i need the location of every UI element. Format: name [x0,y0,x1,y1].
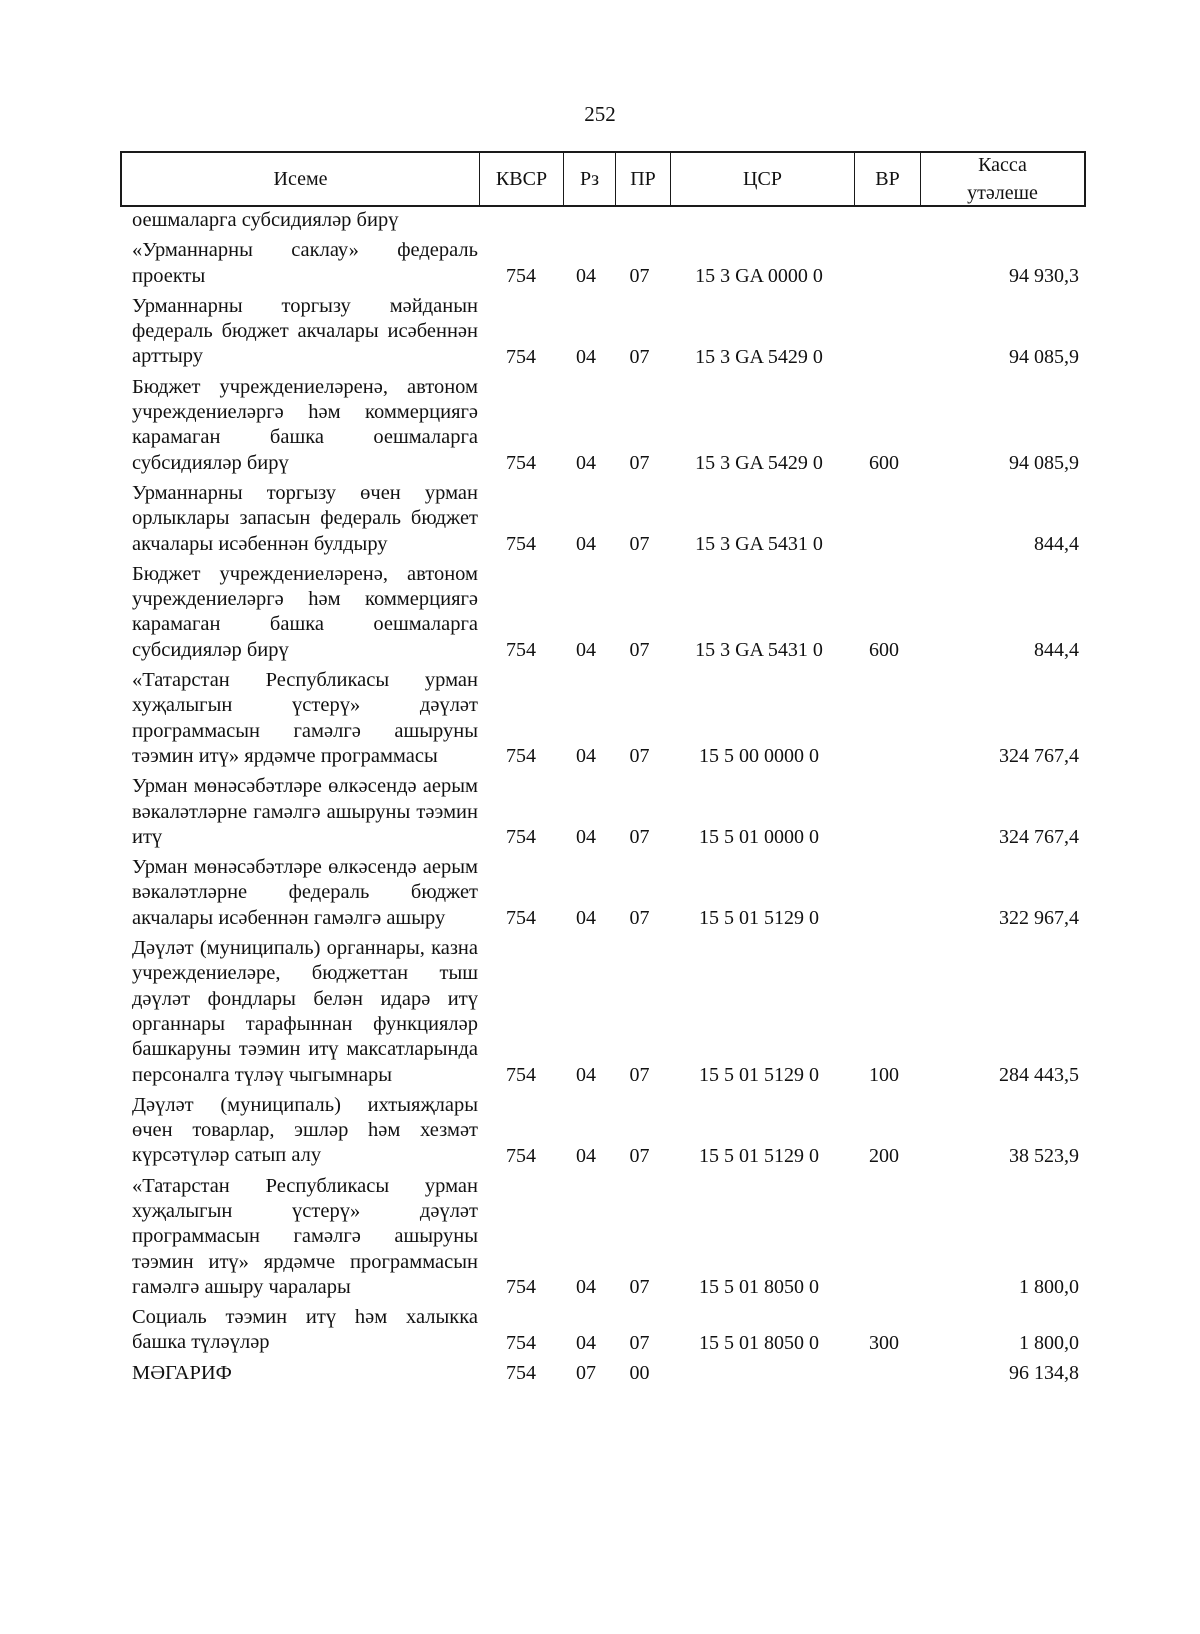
row-pr: 07 [629,264,650,287]
row-name: Дәүләт (муниципаль) органнары, казна учреждениеләре, бюджеттан тыш дәүләт фондлары белән идарә итү органнары тарафыннан функцияләр башкаруны тәэмин итү максатларында персоналга түләү чыгымнары [132,937,478,1086]
row-rz: 04 [576,264,596,287]
row-rz: 04 [576,1276,596,1299]
row-kvsr: 754 [506,264,536,287]
row-vr [851,931,917,935]
row-rz: 07 [576,1362,596,1385]
row-vr [851,233,917,237]
row-vr [851,557,917,561]
row-kvsr: 754 [506,745,536,768]
column-header-csr: ЦСР [671,153,855,205]
row-name: Урман мөнәсәбәтләре өлкәсендә аерым вәкаләтләрне федераль бюджет акчалары исәбеннән гамәлгә ашыру [132,856,478,929]
row-rz: 04 [576,1331,596,1354]
row-name: оешмаларга субсидияләр бирү [132,209,399,231]
table-row [0,667,1200,773]
row-name: Бюджет учреждениеләренә, автоном учреждениеләргә һәм коммерциягә карамаган башка оешмаларга субсидияләр бирү [132,562,478,661]
row-vr [851,1386,917,1390]
row-sum: 284 443,5 [999,1063,1079,1086]
row-kvsr: 754 [506,907,536,930]
row-csr: 15 3 GA 5431 0 [695,639,823,662]
row-vr: 300 [869,1331,899,1354]
row-csr: 15 3 GA 5431 0 [695,532,823,555]
row-rz: 04 [576,1063,596,1086]
row-csr: 15 5 01 8050 0 [699,1331,819,1354]
row-kvsr: 754 [506,1331,536,1354]
row-csr: 15 5 01 5129 0 [699,1144,819,1167]
row-sum: 324 767,4 [999,745,1079,768]
row-rz: 04 [576,907,596,930]
row-csr [667,1386,851,1390]
row-csr: 15 3 GA 0000 0 [695,264,823,287]
column-header-vr: ВР [855,153,921,205]
page-number: 252 [584,102,616,126]
table-header [120,151,1086,207]
row-sum: 844,4 [1034,639,1079,662]
table-row [0,561,1200,667]
row-pr: 07 [629,1063,650,1086]
row-name: «Татарстан Республикасы урман хуҗалыгын үстерү» дәүләт программасын гамәлгә ашыруны тәэмин итү» ярдәмче программасы [132,669,478,767]
row-vr: 200 [869,1144,899,1167]
column-header-pr: ПР [616,153,671,205]
row-rz [560,233,612,237]
row-sum: 1 800,0 [1019,1276,1079,1299]
row-vr: 100 [869,1063,899,1086]
row-vr [851,289,917,293]
row-rz: 04 [576,826,596,849]
row-csr: 15 5 01 5129 0 [699,907,819,930]
column-header-kvsr: КВСР [480,153,564,205]
table-row [0,374,1200,480]
row-kvsr: 754 [506,345,536,368]
row-rz: 04 [576,451,596,474]
table-row [0,293,1200,374]
row-pr: 07 [629,1276,650,1299]
row-kvsr: 754 [506,1144,536,1167]
row-kvsr: 754 [506,451,536,474]
row-name: Бюджет учреждениеләренә, автоном учреждениеләргә һәм коммерциягә карамаган башка оешмаларга субсидияләр бирү [132,375,478,474]
row-name: Урманнарны торгызу мәйданын федераль бюджет акчалары исәбеннән арттыру [132,294,478,368]
row-rz: 04 [576,345,596,368]
row-name: «Урманнарны саклау» федераль проекты [132,239,478,287]
column-header-rz: Рз [564,153,616,205]
row-rz: 04 [576,639,596,662]
row-sum: 96 134,8 [1009,1362,1079,1385]
row-vr: 600 [869,639,899,662]
table-row [0,773,1200,854]
row-kvsr [482,233,560,237]
row-csr: 15 5 01 0000 0 [699,826,819,849]
row-rz: 04 [576,532,596,555]
table-row [0,1360,1200,1390]
row-vr [851,850,917,854]
row-csr: 15 3 GA 5429 0 [695,451,823,474]
row-pr: 07 [629,826,650,849]
table-row [0,1173,1200,1304]
row-vr: 600 [869,451,899,474]
row-kvsr: 754 [506,532,536,555]
row-csr: 15 5 01 5129 0 [699,1063,819,1086]
table-row [0,237,1200,293]
row-vr [851,370,917,374]
row-kvsr: 754 [506,639,536,662]
row-csr: 15 3 GA 5429 0 [695,345,823,368]
row-pr: 07 [629,639,650,662]
row-pr: 07 [629,745,650,768]
row-pr: 07 [629,907,650,930]
row-pr: 00 [629,1362,650,1385]
row-kvsr: 754 [506,1276,536,1299]
table-row [0,208,1200,237]
row-pr: 07 [629,1144,650,1167]
row-name: «Татарстан Республикасы урман хуҗалыгын үстерү» дәүләт программасын гамәлгә ашыруны тәэмин итү» ярдәмче программасын гамәлгә ашыру чаралары [132,1174,478,1298]
row-kvsr: 754 [506,1063,536,1086]
table-row [0,480,1200,561]
row-sum: 38 523,9 [1009,1144,1079,1167]
row-vr [851,769,917,773]
column-header-kassa: Касса утәлеше [967,154,1038,204]
row-sum: 322 967,4 [999,907,1079,930]
row-sum: 94 085,9 [1009,345,1079,368]
column-header-name: Исеме [122,153,480,205]
row-pr [612,233,667,237]
row-kvsr: 754 [506,1362,536,1385]
row-sum: 94 085,9 [1009,451,1079,474]
row-csr: 15 5 00 0000 0 [699,745,819,768]
row-csr: 15 5 01 8050 0 [699,1276,819,1299]
table-body [0,208,1200,1390]
row-name: Дәүләт (муниципаль) ихтыяҗлары өчен товарлар, эшләр һәм хезмәт күрсәтүләр сатып алу [132,1093,478,1167]
row-rz: 04 [576,1144,596,1167]
row-pr: 07 [629,451,650,474]
row-name: Урман мөнәсәбәтләре өлкәсендә аерым вәкаләтләрне гамәлгә ашыруны тәэмин итү [132,775,478,848]
row-kvsr: 754 [506,826,536,849]
row-csr [667,233,851,237]
row-name: Социаль тәэмин итү һәм халыкка башка түләүләр [132,1306,478,1354]
row-pr: 07 [629,532,650,555]
row-sum: 324 767,4 [999,826,1079,849]
row-name: Урманнарны торгызу өчен урман орлыклары запасын федераль бюджет акчалары исәбеннән булдыру [132,481,478,555]
row-rz: 04 [576,745,596,768]
row-sum: 94 930,3 [1009,264,1079,287]
row-sum: 844,4 [1034,532,1079,555]
row-name: МӘГАРИФ [132,1361,232,1384]
table-row [0,1304,1200,1360]
row-sum: 1 800,0 [1019,1331,1079,1354]
table-row [0,1092,1200,1173]
row-sum [917,233,1079,237]
row-vr [851,1300,917,1304]
table-row [0,935,1200,1092]
table-row [0,854,1200,935]
row-pr: 07 [629,1331,650,1354]
row-pr: 07 [629,345,650,368]
